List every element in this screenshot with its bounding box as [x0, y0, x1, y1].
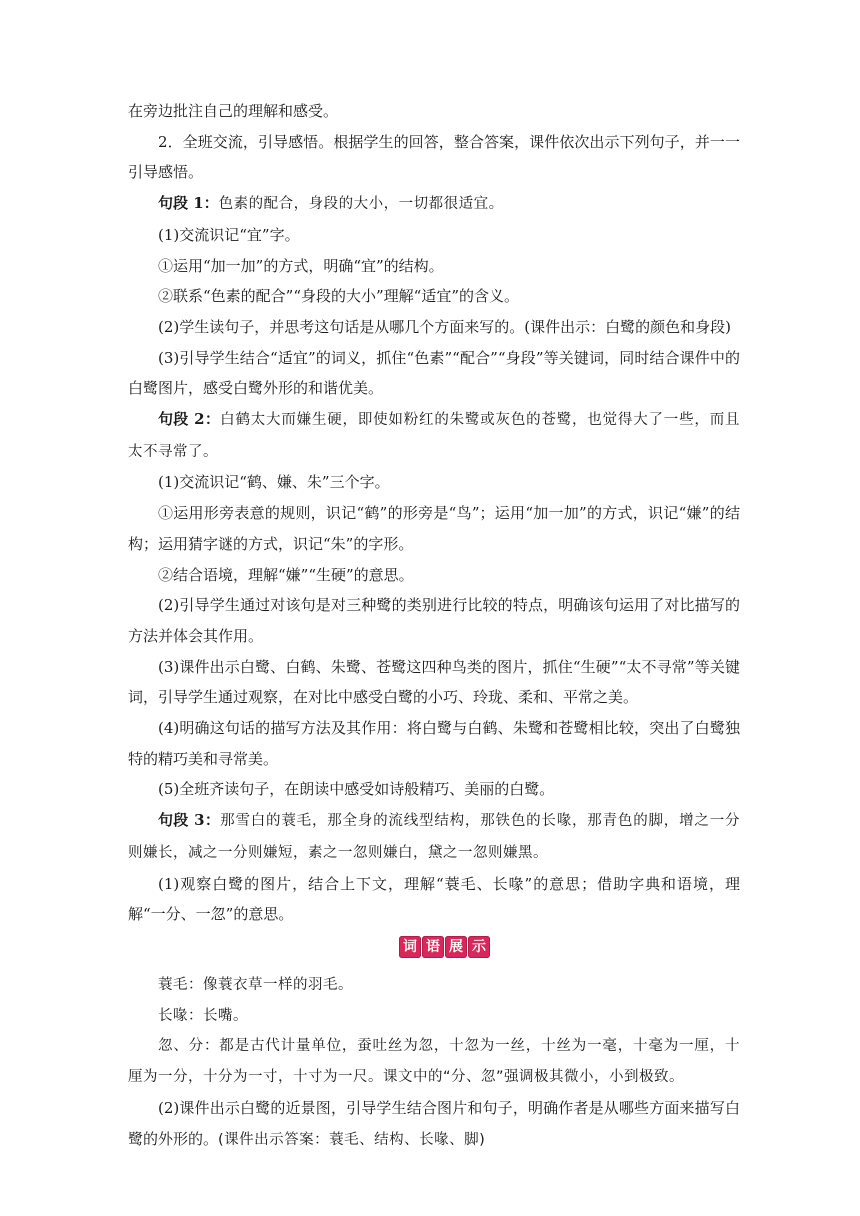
segment-quote: 那雪白的蓑毛，那全身的流线型结构，那铁色的长喙，那青色的脚，增之一分则嫌长，减之一分则嫌短，素之一忽则嫌白，黛之一忽则嫌黑。	[128, 813, 740, 861]
list-item: (5)全班齐读句子，在朗读中感受如诗般精巧、美丽的白鹭。	[158, 780, 555, 799]
list-item: (2)学生读句子，并思考这句话是从哪几个方面来写的。(课件出示：白鹭的颜色和身段)	[158, 317, 731, 336]
sentence-segment-3	[128, 805, 740, 868]
paragraph: 在旁边批注自己的理解和感受。	[128, 102, 339, 120]
glossary-entry: 蓑毛：像蓑衣草一样的羽毛。	[158, 976, 353, 993]
badge-char: 词	[399, 936, 421, 958]
badge-char: 语	[422, 936, 444, 958]
document-body	[128, 96, 740, 1155]
list-item: (3)课件出示白鹭、白鹤、朱鹭、苍鹭这四种鸟类的图片，抓住“生硬”“太不寻常”等关键词，引导学生通过观察，在对比中感受白鹭的小巧、玲珑、柔和、平常之美。	[128, 657, 740, 707]
segment-label: 句段 3：	[158, 811, 221, 830]
badge-char: 展	[445, 936, 467, 958]
list-item: ②联系“色素的配合”“身段的大小”理解“适宜”的含义。	[158, 287, 520, 306]
item-text: (2)课件出示白鹭的近景图，引导学生结合图片和句子，明确作者是从哪些方面来描写白鹭的外形的。	[128, 1098, 740, 1148]
list-item: (1)交流识记“宜”字。	[158, 225, 300, 244]
segment-label: 句段 2：	[158, 410, 221, 429]
sentence-segment-2	[128, 404, 740, 467]
list-item	[128, 1093, 740, 1155]
segment-quote: 白鹤太大而嫌生硬，即使如粉红的朱鹭或灰色的苍鹭，也觉得大了一些，而且太不寻常了。	[128, 412, 740, 460]
list-item: (3)引导学生结合“适宜”的词义，抓住“色素”“配合”“身段”等关键词，同时结合课件中的白鹭图片，感受白鹭外形的和谐优美。	[128, 348, 740, 398]
glossary-entry: 长喙：长嘴。	[158, 1007, 248, 1024]
list-item: (1)观察白鹭的图片，结合上下文，理解“蓑毛、长喙”的意思；借助字典和语境，理解“一分、一忽”的意思。	[128, 874, 740, 924]
vocabulary-badge-row	[128, 930, 740, 970]
badge-char: 示	[468, 936, 490, 958]
list-item: ①运用形旁表意的规则，识记“鹤”的形旁是“鸟”；运用“加一加”的方式，识记“嫌”的结构；运用猜字谜的方式，识记“朱”的字形。	[128, 504, 740, 553]
segment-quote: 色素的配合，身段的大小，一切都很适宜。	[218, 196, 504, 213]
list-item: ①运用“加一加”的方式，明确“宜”的结构。	[158, 256, 444, 275]
sentence-segment-1	[128, 188, 740, 220]
courseware-answer: (课件出示答案：蓑毛、结构、长喙、脚)	[218, 1131, 486, 1148]
list-item: (4)明确这句话的描写方法及其作用：将白鹭与白鹤、朱鹭和苍鹭相比较，突出了白鹭独特的精巧美和寻常美。	[128, 719, 740, 768]
list-item: (2)引导学生通过对该句是对三种鹭的类别进行比较的特点，明确该句运用了对比描写的方法并体会其作用。	[128, 596, 740, 645]
list-item: (1)交流识记“鹤、嫌、朱”三个字。	[158, 473, 390, 492]
vocabulary-badge	[399, 936, 490, 958]
segment-label: 句段 1：	[158, 194, 219, 213]
glossary-entry: 忽、分：都是古代计量单位，蚕吐丝为忽，十忽为一丝，十丝为一毫，十毫为一厘，十厘为一分，十分为一寸，十寸为一尺。课文中的“分、忽”强调极其微小，小到极致。	[128, 1038, 740, 1086]
paragraph: 2．全班交流，引导感悟。根据学生的回答，整合答案，课件依次出示下列句子，并一一引导感悟。	[128, 132, 740, 182]
list-item: ②结合语境，理解“嫌”“生硬”的意思。	[158, 565, 414, 584]
